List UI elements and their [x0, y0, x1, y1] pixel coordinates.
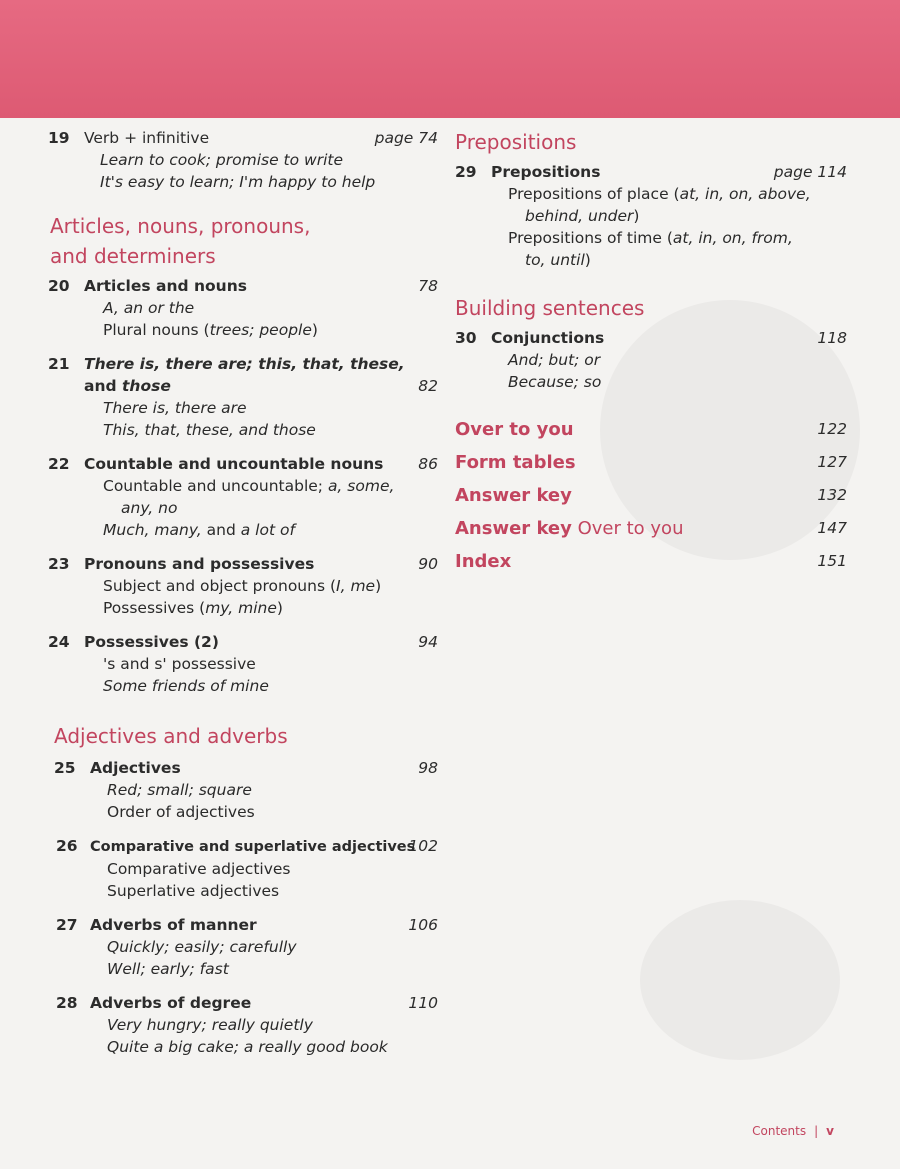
entry-line: Subject and object pronouns (I, me): [103, 577, 382, 595]
entry-line: Because; so: [508, 373, 602, 391]
toc-right-column: [455, 127, 847, 578]
toc-item-over-to-you: Over to you 122: [455, 419, 847, 440]
entry-line: Quickly; easily; carefully: [107, 938, 297, 956]
entry-line: Plural nouns (trees; people): [103, 321, 318, 339]
entry-line: Very hungry; really quietly: [107, 1016, 313, 1034]
entry-line: There is, there are: [103, 399, 247, 417]
entry-line: 's and s' possessive: [103, 655, 256, 673]
entry-line: Prepositions of place (at, in, on, above,: [508, 185, 811, 203]
toc-item-form-tables: Form tables 127: [455, 452, 847, 473]
section-heading-prepositions: Prepositions: [455, 130, 577, 154]
entry-page: page 74: [374, 129, 438, 147]
entry-line: Red; small; square: [107, 781, 252, 799]
entry-line: Well; early; fast: [107, 960, 229, 978]
header-band: [0, 0, 900, 118]
toc-entry-21: 21 There is, there are; this, that, these, and those 82 There is, there are This, that, these, and those: [48, 355, 438, 439]
entry-line: Superlative adjectives: [107, 882, 280, 900]
entry-line: any, no: [121, 499, 178, 517]
ghost-illustration: [640, 900, 840, 1060]
entry-line: And; but; or: [508, 351, 601, 369]
entry-line: Quite a big cake; a really good book: [107, 1038, 388, 1056]
toc-entry-20: 20 Articles and nouns 78 A, an or the Plural nouns (trees; people): [48, 277, 438, 339]
toc-entry-19: [48, 127, 438, 193]
toc-entry-24: 24 Possessives (2) 94 's and s' possessive Some friends of mine: [48, 633, 438, 695]
entry-line: to, until): [525, 251, 591, 269]
toc-item-answer-key: Answer key 132: [455, 485, 847, 506]
entry-line: Comparative adjectives: [107, 860, 291, 878]
toc-entry-27: 27 Adverbs of manner 106 Quickly; easily; carefully Well; early; fast: [48, 914, 438, 980]
entry-line: Order of adjectives: [107, 803, 255, 821]
entry-line: Countable and uncountable; a, some,: [103, 477, 395, 495]
toc-entry-22: 22 Countable and uncountable nouns 86 Countable and uncountable; a, some, any, no Much, many, and a lot of: [48, 455, 438, 539]
entry-line: Prepositions of time (at, in, on, from,: [508, 229, 793, 247]
entry-line: Possessives (my, mine): [103, 599, 283, 617]
entry-line: It's easy to learn; I'm happy to help: [100, 173, 376, 191]
toc-entry-28: 28 Adverbs of degree 110 Very hungry; really quietly Quite a big cake; a really good book: [48, 992, 438, 1058]
entry-line: This, that, these, and those: [103, 421, 316, 439]
entry-title: Verb + infinitive: [84, 129, 210, 147]
toc-entry-26: 26 Comparative and superlative adjectives 102 Comparative adjectives Superlative adjectives: [48, 835, 438, 902]
toc-item-index: Index 151: [455, 551, 847, 572]
page-footer: [752, 1124, 834, 1138]
toc-entry-29: 29 Prepositions page 114 Prepositions of place (at, in, on, above, behind, under) Prepositions of time (at, in, on, from, to, until): [455, 163, 847, 269]
section-heading-adjectives: Adjectives and adverbs: [54, 724, 288, 748]
toc-left-column: [48, 127, 438, 1070]
section-heading-articles: Articles, nouns, pronouns, and determiners: [50, 214, 311, 268]
entry-line: behind, under): [525, 207, 640, 225]
entry-line: Some friends of mine: [103, 677, 269, 695]
toc-entry-23: 23 Pronouns and possessives 90 Subject and object pronouns (I, me) Possessives (my, mine): [48, 555, 438, 617]
footer-page-number: v: [826, 1124, 834, 1138]
footer-section: Contents: [752, 1124, 807, 1138]
entry-number: 19: [48, 129, 70, 147]
entry-line: Much, many, and a lot of: [103, 521, 295, 539]
entry-line: Learn to cook; promise to write: [100, 151, 343, 169]
footer-separator: |: [814, 1124, 819, 1138]
section-heading-building-sentences: Building sentences: [455, 296, 645, 320]
entry-line: A, an or the: [103, 299, 195, 317]
toc-entry-25: 25 Adjectives 98 Red; small; square Order of adjectives: [48, 757, 438, 823]
toc-item-answer-key-over-to-you: Answer key Over to you 147: [455, 518, 847, 539]
toc-entry-30: 30 Conjunctions 118 And; but; or Because; so: [455, 329, 847, 391]
